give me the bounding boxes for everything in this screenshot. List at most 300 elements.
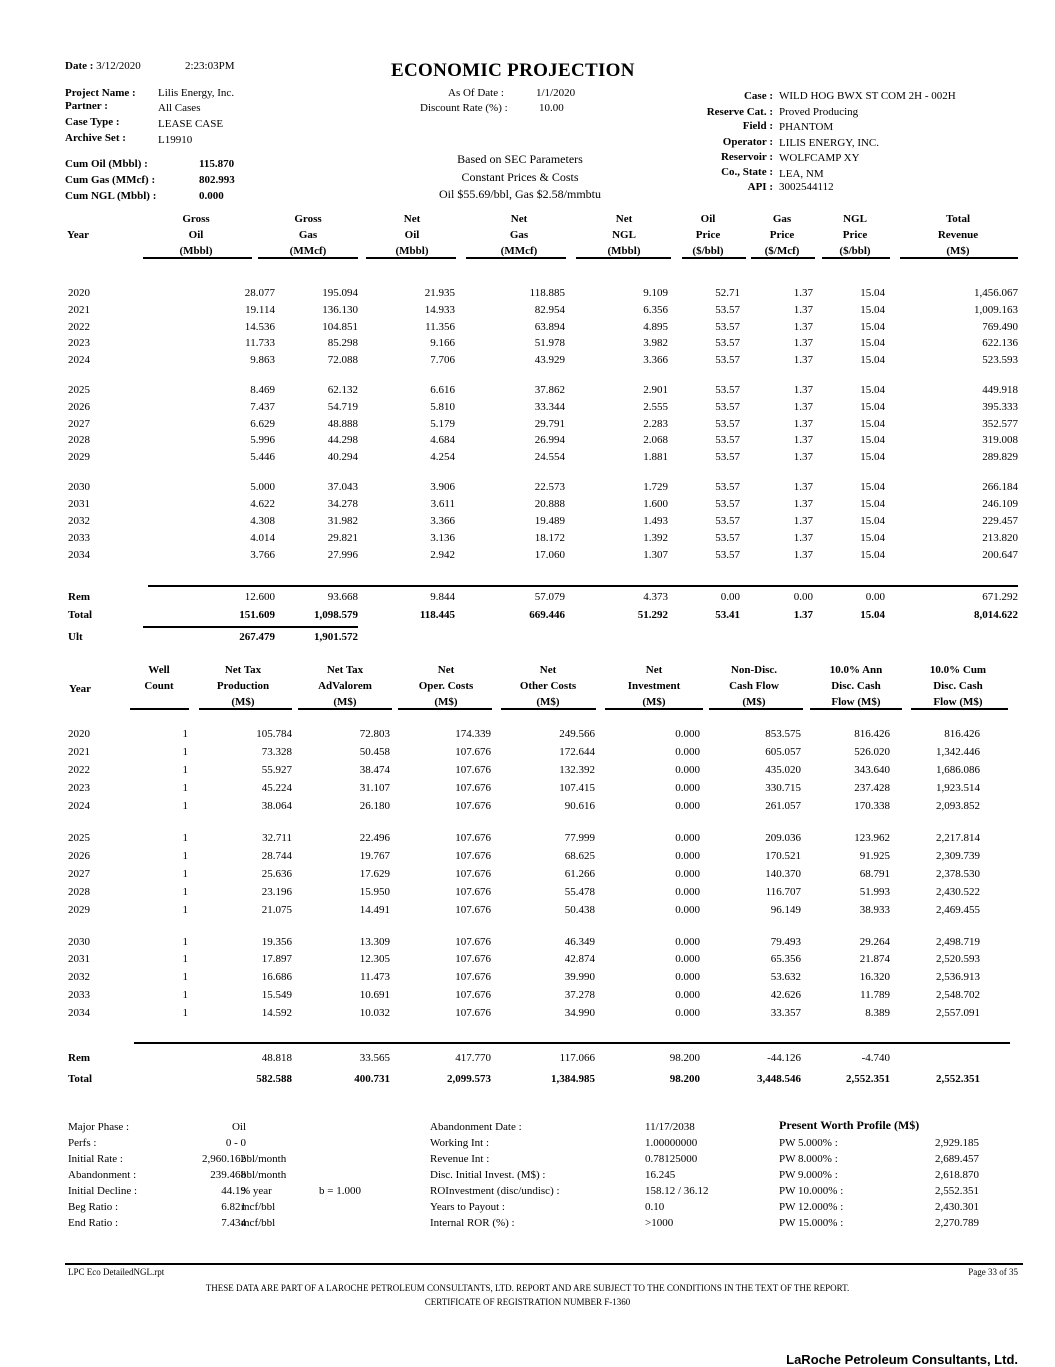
row-cell-3: 15.950 [359, 886, 390, 898]
total-cell-7: 3,448.546 [757, 1073, 801, 1085]
row-cell-6: 0.000 [675, 746, 700, 758]
total-cell-4: 2,099.573 [447, 1073, 491, 1085]
row-year: 2029 [68, 904, 90, 916]
row-cell-8: 68.791 [859, 868, 890, 880]
row-cell-7: 170.521 [765, 850, 801, 862]
row-cell-3: 12.305 [359, 953, 390, 965]
table2-header-4-line-1: Oper. Costs [418, 680, 474, 692]
row-cell-7: 140.370 [765, 868, 801, 880]
row-cell-2: 16.686 [261, 971, 292, 983]
param-value: 0.10 [645, 1201, 665, 1213]
row-cell-4: 107.676 [455, 782, 491, 794]
project-name-label: Project Name : [65, 87, 136, 99]
row-cell-7: 1.37 [793, 354, 813, 366]
table1-header-1-line-1: Oil [188, 229, 204, 241]
table1-header-underline [143, 257, 252, 259]
param-label: Years to Payout : [430, 1201, 505, 1213]
row-cell-7: 1.37 [793, 451, 813, 463]
row-cell-6: 52.71 [715, 287, 740, 299]
row-cell-3: 4.254 [430, 451, 455, 463]
row-cell-5: 1.729 [643, 481, 668, 493]
operator-label: Operator : [722, 136, 773, 148]
row-cell-2: 195.094 [322, 287, 358, 299]
row-cell-1: 1 [182, 764, 188, 776]
row-cell-5: 77.999 [564, 832, 595, 844]
row-cell-4: 107.676 [455, 746, 491, 758]
row-cell-8: 11.789 [860, 989, 890, 1001]
row-cell-7: 116.707 [765, 886, 801, 898]
row-cell-7: 1.37 [793, 304, 813, 316]
table-row [0, 886, 1055, 902]
row-cell-1: 1 [182, 936, 188, 948]
param-value: 6.821 [221, 1201, 246, 1213]
row-cell-6: 0.000 [675, 832, 700, 844]
table2-header-underline [911, 708, 1008, 710]
row-cell-7: 42.626 [770, 989, 801, 1001]
row-cell-6: 0.000 [675, 886, 700, 898]
pw-label: PW 8.000% : [779, 1153, 838, 1165]
table-row [0, 764, 1055, 780]
table1-header-5-line-0: Net [615, 213, 633, 225]
row-year: 2028 [68, 886, 90, 898]
row-cell-3: 4.684 [430, 434, 455, 446]
row-cell-7: 1.37 [793, 418, 813, 430]
row-cell-9: 1,342.446 [936, 746, 980, 758]
pw-label: PW 15.000% : [779, 1217, 844, 1229]
row-cell-4: 174.339 [455, 728, 491, 740]
table1-header-5-line-2: (Mbbl) [607, 245, 641, 257]
row-cell-2: 45.224 [261, 782, 292, 794]
param-value: 2,960.162 [202, 1153, 246, 1165]
case-value: WILD HOG BWX ST COM 2H - 002H [779, 90, 956, 102]
row-cell-4: 107.676 [455, 764, 491, 776]
row-cell-2: 17.897 [261, 953, 292, 965]
row-year: 2030 [68, 936, 90, 948]
row-year: 2034 [68, 549, 90, 561]
row-cell-3: 14.491 [359, 904, 390, 916]
total-cell-8: 2,552.351 [846, 1073, 890, 1085]
row-cell-4: 51.978 [534, 337, 565, 349]
row-cell-5: 1.392 [643, 532, 668, 544]
row-year: 2021 [68, 304, 90, 316]
param-unit: mcf/bbl [241, 1201, 276, 1213]
row-cell-9: 289.829 [982, 451, 1018, 463]
row-cell-5: 39.990 [564, 971, 595, 983]
row-cell-6: 0.000 [675, 850, 700, 862]
table1-rem-row [0, 591, 1055, 607]
row-cell-4: 19.489 [534, 515, 565, 527]
row-cell-4: 107.676 [455, 1007, 491, 1019]
row-cell-8: 8.389 [865, 1007, 890, 1019]
row-cell-2: 85.298 [327, 337, 358, 349]
ult-cell-1: 267.479 [239, 631, 275, 643]
row-cell-8: 816.426 [854, 728, 890, 740]
row-cell-2: 62.132 [327, 384, 358, 396]
rem-cell-3: 33.565 [359, 1052, 390, 1064]
table1-header-9-line-2: (M$) [946, 245, 970, 257]
row-cell-9: 2,548.702 [936, 989, 980, 1001]
table-row [0, 418, 1055, 434]
row-cell-3: 11.473 [360, 971, 390, 983]
page-number: Page 33 of 35 [968, 1267, 1018, 1277]
table-row [0, 549, 1055, 565]
table2-totals-rule [134, 1042, 1010, 1044]
table-row [0, 401, 1055, 417]
total-cell-3: 118.445 [419, 609, 455, 621]
table2-header-9-line-0: 10.0% Cum [929, 664, 987, 676]
partner-label: Partner : [65, 100, 108, 112]
row-year: 2033 [68, 989, 90, 1001]
row-cell-8: 51.993 [859, 886, 890, 898]
table2-header-underline [130, 708, 189, 710]
row-cell-6: 0.000 [675, 904, 700, 916]
table1-header-3-line-2: (Mbbl) [395, 245, 429, 257]
param-label: Abandonment : [68, 1169, 137, 1181]
total-cell-6: 98.200 [669, 1073, 700, 1085]
row-cell-5: 2.901 [643, 384, 668, 396]
row-cell-8: 15.04 [860, 434, 885, 446]
param-label: Working Int : [430, 1137, 489, 1149]
row-cell-4: 63.894 [534, 321, 565, 333]
param-unit: mcf/bbl [241, 1217, 276, 1229]
row-cell-8: 123.962 [854, 832, 890, 844]
row-cell-6: 53.57 [715, 304, 740, 316]
project-name-value: Lilis Energy, Inc. [158, 87, 235, 99]
row-cell-7: 261.057 [765, 800, 801, 812]
cum-oil-value: 115.870 [199, 158, 235, 170]
row-cell-7: 1.37 [793, 549, 813, 561]
row-cell-1: 7.437 [250, 401, 275, 413]
row-cell-5: 9.109 [643, 287, 668, 299]
param-label: Beg Ratio : [68, 1201, 119, 1213]
row-cell-4: 18.172 [534, 532, 565, 544]
row-cell-5: 1.600 [643, 498, 668, 510]
row-cell-9: 213.820 [982, 532, 1018, 544]
row-cell-8: 15.04 [860, 384, 885, 396]
table2-header-4-line-2: (M$) [434, 696, 458, 708]
row-cell-4: 107.676 [455, 832, 491, 844]
row-cell-7: 96.149 [770, 904, 801, 916]
table-row [0, 850, 1055, 866]
row-cell-9: 2,378.530 [936, 868, 980, 880]
row-cell-7: 1.37 [793, 532, 813, 544]
row-cell-4: 107.676 [455, 904, 491, 916]
case-label: Case : [743, 90, 773, 102]
row-cell-1: 3.766 [250, 549, 275, 561]
date-field [65, 60, 141, 72]
table1-header-3-line-1: Oil [404, 229, 420, 241]
report-name: LPC Eco DetailedNGL.rpt [68, 1267, 165, 1277]
row-cell-6: 53.57 [715, 549, 740, 561]
row-cell-6: 0.000 [675, 953, 700, 965]
param-value: 11/17/2038 [645, 1121, 695, 1133]
row-cell-4: 118.885 [529, 287, 565, 299]
table-row [0, 354, 1055, 370]
param-label: Perfs : [68, 1137, 97, 1149]
row-cell-7: 1.37 [793, 401, 813, 413]
row-cell-1: 1 [182, 782, 188, 794]
basis-line-3: Oil $55.69/bbl, Gas $2.58/mmbtu [439, 187, 601, 201]
total-cell-5: 1,384.985 [551, 1073, 595, 1085]
row-cell-9: 1,686.086 [936, 764, 980, 776]
row-cell-2: 28.744 [261, 850, 292, 862]
row-cell-3: 17.629 [359, 868, 390, 880]
row-cell-2: 38.064 [261, 800, 292, 812]
row-cell-6: 53.57 [715, 337, 740, 349]
disclaimer-line-2: CERTIFICATE OF REGISTRATION NUMBER F-1360 [424, 1297, 631, 1307]
table-row [0, 800, 1055, 816]
table1-header-8-line-2: ($/bbl) [839, 245, 871, 257]
total-cell-4: 669.446 [529, 609, 565, 621]
total-cell-2: 1,098.579 [314, 609, 358, 621]
row-cell-4: 24.554 [534, 451, 565, 463]
table1-header-9-line-1: Revenue [937, 229, 979, 241]
field-value: PHANTOM [779, 121, 834, 133]
row-cell-1: 1 [182, 746, 188, 758]
row-cell-2: 37.043 [327, 481, 358, 493]
param-value: 1.00000000 [645, 1137, 698, 1149]
row-year: 2032 [68, 971, 90, 983]
rem-cell-4: 417.770 [455, 1052, 491, 1064]
row-cell-3: 3.366 [430, 515, 455, 527]
table2-header-3-line-2: (M$) [333, 696, 357, 708]
row-cell-9: 2,309.739 [936, 850, 980, 862]
row-cell-7: 435.020 [765, 764, 801, 776]
row-cell-4: 43.929 [534, 354, 565, 366]
row-cell-2: 54.719 [327, 401, 358, 413]
row-cell-8: 526.020 [854, 746, 890, 758]
total-cell-8: 15.04 [860, 609, 885, 621]
row-cell-7: 1.37 [793, 384, 813, 396]
table1-header-7-line-2: ($/Mcf) [764, 245, 800, 257]
row-cell-1: 4.308 [250, 515, 275, 527]
table2-header-underline [199, 708, 292, 710]
row-cell-6: 53.57 [715, 515, 740, 527]
row-cell-4: 20.888 [534, 498, 565, 510]
table2-header-underline [810, 708, 902, 710]
row-cell-3: 31.107 [359, 782, 390, 794]
row-cell-2: 23.196 [261, 886, 292, 898]
basis-line-1: Based on SEC Parameters [457, 152, 583, 166]
total-cell-1: 151.609 [239, 609, 275, 621]
row-cell-6: 0.000 [675, 936, 700, 948]
row-cell-6: 0.000 [675, 728, 700, 740]
row-cell-8: 15.04 [860, 451, 885, 463]
param-value: 16.245 [645, 1169, 676, 1181]
table2-header-1-line-1: Count [144, 680, 174, 692]
rem-cell-2: 48.818 [261, 1052, 292, 1064]
table2-header-7-line-1: Cash Flow [729, 680, 779, 692]
table-row [0, 304, 1055, 320]
row-cell-4: 26.994 [534, 434, 565, 446]
row-year: 2022 [68, 321, 90, 333]
row-cell-1: 11.733 [245, 337, 275, 349]
table2-header-underline [709, 708, 803, 710]
reserve-cat-label: Reserve Cat. : [706, 106, 773, 118]
row-cell-2: 27.996 [327, 549, 358, 561]
row-year: 2025 [68, 384, 90, 396]
ult-cell-2: 1,901.572 [314, 631, 358, 643]
table-row [0, 337, 1055, 353]
total-cell-9: 2,552.351 [936, 1073, 980, 1085]
param-unit: bbl/month [241, 1169, 287, 1181]
row-cell-5: 6.356 [643, 304, 668, 316]
pw-value: 2,929.185 [935, 1137, 979, 1149]
total-label: Total [68, 609, 93, 621]
table-row [0, 434, 1055, 450]
row-cell-9: 2,217.814 [936, 832, 980, 844]
row-cell-6: 53.57 [715, 384, 740, 396]
row-cell-2: 34.278 [327, 498, 358, 510]
total-cell-9: 8,014.622 [974, 609, 1018, 621]
row-cell-2: 40.294 [327, 451, 358, 463]
rem-cell-8: -4.740 [861, 1052, 890, 1064]
row-cell-1: 1 [182, 800, 188, 812]
row-cell-9: 229.457 [982, 515, 1018, 527]
table1-header-4-line-2: (MMcf) [500, 245, 538, 257]
row-cell-5: 4.895 [643, 321, 668, 333]
page-title: ECONOMIC PROJECTION [391, 60, 635, 81]
row-cell-8: 15.04 [860, 418, 885, 430]
rem-label: Rem [68, 1052, 90, 1064]
pw-value: 2,552.351 [935, 1185, 979, 1197]
total-cell-2: 582.588 [256, 1073, 292, 1085]
table-row [0, 321, 1055, 337]
table2-header-8-line-1: Disc. Cash [831, 680, 881, 692]
row-cell-2: 48.888 [327, 418, 358, 430]
present-worth-title: Present Worth Profile (M$) [779, 1118, 920, 1132]
rem-cell-8: 0.00 [865, 591, 885, 603]
row-cell-2: 31.982 [327, 515, 358, 527]
table1-header-underline [366, 257, 456, 259]
row-cell-8: 15.04 [860, 532, 885, 544]
row-year: 2023 [68, 782, 90, 794]
table1-header-8-line-1: Price [842, 229, 868, 241]
row-cell-3: 3.611 [430, 498, 455, 510]
row-cell-6: 53.57 [715, 401, 740, 413]
cum-ngl-value: 0.000 [199, 190, 224, 202]
row-cell-6: 53.57 [715, 481, 740, 493]
table-row [0, 1007, 1055, 1023]
param-label: ROInvestment (disc/undisc) : [430, 1185, 560, 1197]
table2-header-9-line-1: Disc. Cash [933, 680, 983, 692]
row-cell-5: 90.616 [564, 800, 595, 812]
row-cell-4: 107.676 [455, 936, 491, 948]
rem-cell-1: 12.600 [244, 591, 275, 603]
row-year: 2024 [68, 800, 90, 812]
row-cell-5: 172.644 [559, 746, 595, 758]
table2-header-2-line-2: (M$) [231, 696, 255, 708]
table1-header-underline [466, 257, 566, 259]
row-cell-8: 91.925 [859, 850, 890, 862]
row-cell-1: 1 [182, 886, 188, 898]
rem-cell-7: 0.00 [793, 591, 813, 603]
row-cell-3: 26.180 [359, 800, 390, 812]
row-cell-1: 1 [182, 832, 188, 844]
row-cell-5: 107.415 [559, 782, 595, 794]
table2-header-7-line-2: (M$) [742, 696, 766, 708]
table1-header-0-line-0: Year [67, 229, 89, 241]
row-cell-2: 15.549 [261, 989, 292, 1001]
table2-header-2-line-0: Net Tax [224, 664, 262, 676]
row-cell-6: 0.000 [675, 782, 700, 794]
row-cell-9: 246.109 [982, 498, 1018, 510]
row-cell-2: 32.711 [262, 832, 292, 844]
row-cell-9: 2,469.455 [936, 904, 980, 916]
case-type-value: LEASE CASE [158, 118, 224, 130]
table-row [0, 746, 1055, 762]
row-cell-3: 72.803 [359, 728, 390, 740]
row-cell-7: 1.37 [793, 321, 813, 333]
table1-ult-row [0, 631, 1055, 647]
row-cell-3: 5.179 [430, 418, 455, 430]
row-cell-4: 107.676 [455, 989, 491, 1001]
row-cell-3: 21.935 [424, 287, 455, 299]
rem-cell-5: 117.066 [559, 1052, 595, 1064]
row-cell-7: 1.37 [793, 481, 813, 493]
partner-value: All Cases [158, 102, 201, 114]
ult-rule [143, 626, 358, 628]
rem-cell-7: -44.126 [767, 1052, 801, 1064]
row-cell-3: 10.691 [359, 989, 390, 1001]
row-cell-1: 19.114 [245, 304, 275, 316]
row-cell-7: 853.575 [765, 728, 801, 740]
table2-total-row [0, 1073, 1055, 1089]
row-cell-3: 13.309 [359, 936, 390, 948]
row-cell-8: 15.04 [860, 287, 885, 299]
table-row [0, 451, 1055, 467]
row-cell-8: 15.04 [860, 321, 885, 333]
cum-gas-label: Cum Gas (MMcf) : [65, 174, 156, 186]
co-state-value: LEA, NM [779, 168, 824, 180]
param-value: 7.434 [221, 1217, 246, 1229]
row-cell-5: 55.478 [564, 886, 595, 898]
table1-header-underline [751, 257, 815, 259]
row-cell-5: 2.068 [643, 434, 668, 446]
row-cell-8: 16.320 [859, 971, 890, 983]
row-cell-3: 19.767 [359, 850, 390, 862]
row-cell-8: 15.04 [860, 549, 885, 561]
row-cell-9: 2,557.091 [936, 1007, 980, 1019]
row-cell-9: 1,009.163 [974, 304, 1018, 316]
table1-header-5-line-1: NGL [612, 229, 636, 241]
row-cell-6: 53.57 [715, 354, 740, 366]
table-row [0, 868, 1055, 884]
reservoir-value: WOLFCAMP XY [779, 152, 860, 164]
rem-cell-3: 9.844 [430, 591, 455, 603]
total-cell-7: 1.37 [793, 609, 813, 621]
param-value: 0.78125000 [645, 1153, 698, 1165]
row-cell-1: 28.077 [244, 287, 275, 299]
table2-header-5-line-0: Net [539, 664, 557, 676]
row-cell-3: 7.706 [430, 354, 455, 366]
row-cell-5: 68.625 [564, 850, 595, 862]
row-cell-2: 29.821 [327, 532, 358, 544]
row-cell-1: 9.863 [250, 354, 275, 366]
table1-header-6-line-0: Oil [700, 213, 716, 225]
param-label: Initial Rate : [68, 1153, 123, 1165]
row-cell-2: 19.356 [261, 936, 292, 948]
row-cell-6: 0.000 [675, 800, 700, 812]
table2-header-5-line-2: (M$) [536, 696, 560, 708]
row-cell-4: 107.676 [455, 800, 491, 812]
row-cell-1: 4.014 [250, 532, 275, 544]
table2-header-underline [605, 708, 703, 710]
row-cell-5: 2.555 [643, 401, 668, 413]
row-cell-6: 53.57 [715, 498, 740, 510]
reservoir-label: Reservoir : [720, 151, 773, 163]
reserve-cat-value: Proved Producing [779, 106, 859, 118]
